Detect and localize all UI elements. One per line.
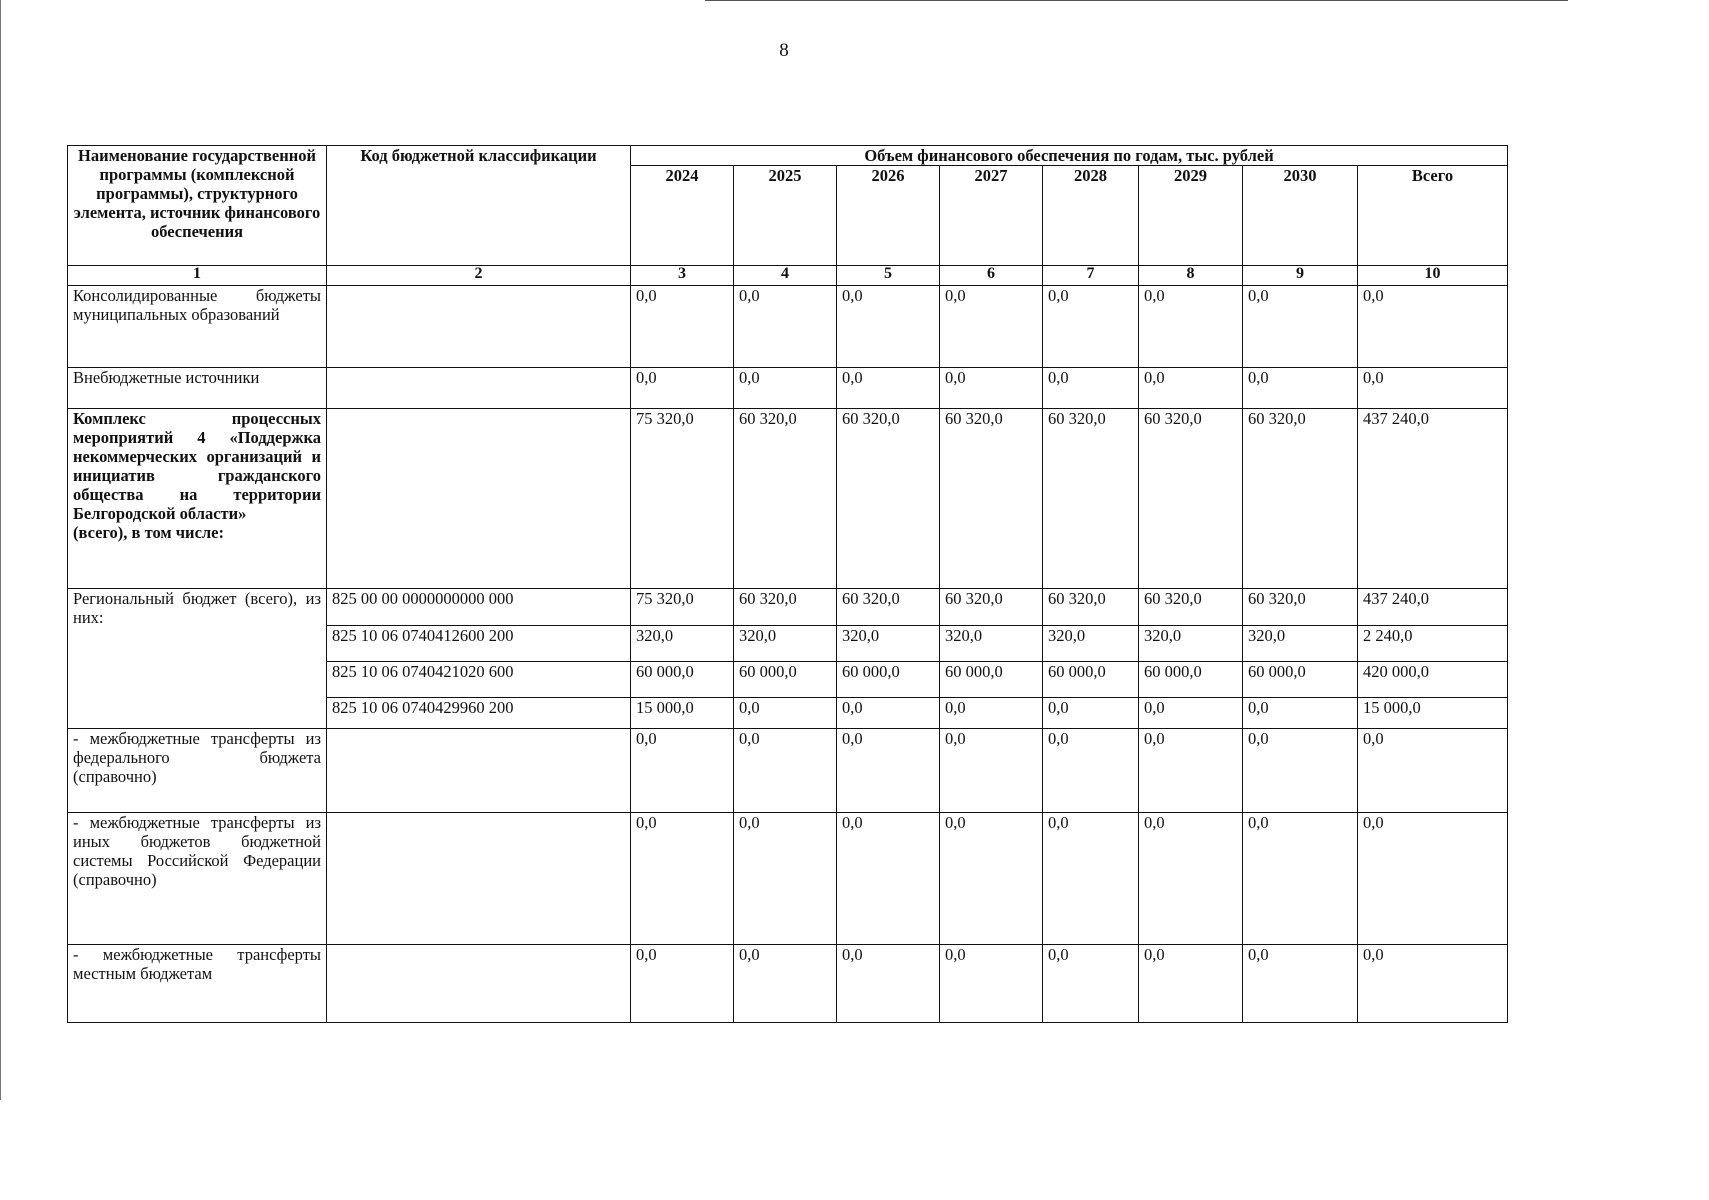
row-name: Консолидированные бюджеты муниципальных образований [68,286,327,368]
header-row-top [68,146,1508,166]
value-cell: 0,0 [1043,286,1139,368]
total-cell: 437 240,0 [1358,409,1508,589]
value-cell: 0,0 [631,729,734,813]
total-cell: 0,0 [1358,368,1508,409]
column-index: 8 [1139,266,1243,286]
value-cell: 60 000,0 [734,662,837,698]
value-cell: 0,0 [1243,813,1358,945]
value-cell: 75 320,0 [631,589,734,626]
total-cell: 2 240,0 [1358,626,1508,662]
value-cell: 60 320,0 [940,589,1043,626]
value-cell: 0,0 [631,945,734,1023]
value-cell: 60 320,0 [837,409,940,589]
left-border-line [0,0,1,1100]
header-year: 2029 [1139,166,1243,266]
value-cell: 0,0 [1243,945,1358,1023]
top-border-line [705,0,1568,1]
value-cell: 0,0 [1139,813,1243,945]
value-cell: 60 320,0 [1243,409,1358,589]
value-cell: 0,0 [734,286,837,368]
budget-table [67,145,1508,1023]
row-code: 825 10 06 0740412600 200 [327,626,631,662]
value-cell: 60 320,0 [734,409,837,589]
row-name: Региональный бюджет (всего), из них: [68,589,327,729]
row-code [327,945,631,1023]
total-cell: 0,0 [1358,945,1508,1023]
value-cell: 0,0 [940,698,1043,729]
value-cell: 0,0 [1139,729,1243,813]
header-year: 2025 [734,166,837,266]
row-name: - межбюджетные трансферты местным бюджетам [68,945,327,1023]
value-cell: 60 320,0 [734,589,837,626]
value-cell: 320,0 [940,626,1043,662]
value-cell: 0,0 [837,945,940,1023]
value-cell: 0,0 [734,698,837,729]
header-year: 2028 [1043,166,1139,266]
value-cell: 60 320,0 [1139,589,1243,626]
total-cell: 0,0 [1358,286,1508,368]
table-row [68,409,1508,589]
value-cell: 60 000,0 [837,662,940,698]
value-cell: 0,0 [734,813,837,945]
value-cell: 0,0 [940,286,1043,368]
value-cell: 60 320,0 [1043,409,1139,589]
value-cell: 60 000,0 [940,662,1043,698]
column-index: 10 [1358,266,1508,286]
value-cell: 0,0 [837,286,940,368]
value-cell: 60 000,0 [631,662,734,698]
value-cell: 0,0 [837,368,940,409]
total-cell: 437 240,0 [1358,589,1508,626]
column-index: 3 [631,266,734,286]
row-code [327,409,631,589]
table-row [68,589,1508,626]
value-cell: 60 320,0 [940,409,1043,589]
row-code [327,813,631,945]
value-cell: 15 000,0 [631,698,734,729]
row-code: 825 10 06 0740421020 600 [327,662,631,698]
value-cell: 60 000,0 [1139,662,1243,698]
table-row [68,729,1508,813]
table-row [68,286,1508,368]
value-cell: 0,0 [940,945,1043,1023]
header-row-index [68,266,1508,286]
header-year: 2024 [631,166,734,266]
value-cell: 0,0 [1243,286,1358,368]
column-index: 9 [1243,266,1358,286]
value-cell: 320,0 [837,626,940,662]
row-name: Внебюджетные источники [68,368,327,409]
value-cell: 0,0 [837,813,940,945]
column-index: 4 [734,266,837,286]
value-cell: 0,0 [837,698,940,729]
row-code: 825 10 06 0740429960 200 [327,698,631,729]
header-year: 2027 [940,166,1043,266]
value-cell: 0,0 [631,286,734,368]
column-index: 5 [837,266,940,286]
value-cell: 0,0 [940,368,1043,409]
value-cell: 0,0 [1243,729,1358,813]
header-total: Всего [1358,166,1508,266]
value-cell: 0,0 [1043,368,1139,409]
row-code: 825 00 00 0000000000 000 [327,589,631,626]
value-cell: 0,0 [1139,368,1243,409]
total-cell: 0,0 [1358,813,1508,945]
value-cell: 0,0 [940,813,1043,945]
value-cell: 60 000,0 [1043,662,1139,698]
value-cell: 320,0 [631,626,734,662]
header-funding-group: Объем финансового обеспечения по годам, тыс. рублей [631,146,1508,166]
value-cell: 60 320,0 [1243,589,1358,626]
value-cell: 0,0 [734,368,837,409]
value-cell: 0,0 [1139,286,1243,368]
value-cell: 320,0 [1043,626,1139,662]
value-cell: 0,0 [1043,729,1139,813]
column-index: 2 [327,266,631,286]
value-cell: 0,0 [1139,698,1243,729]
table-row [68,368,1508,409]
value-cell: 320,0 [1139,626,1243,662]
value-cell: 0,0 [1243,698,1358,729]
value-cell: 60 320,0 [837,589,940,626]
value-cell: 0,0 [1043,945,1139,1023]
value-cell: 0,0 [1139,945,1243,1023]
value-cell: 0,0 [1243,368,1358,409]
row-code [327,286,631,368]
row-name: - межбюджетные трансферты из иных бюджетов бюджетной системы Российской Федерации (справочно) [68,813,327,945]
header-code-column: Код бюджетной классификации [327,146,631,266]
value-cell: 0,0 [734,945,837,1023]
table-row [68,813,1508,945]
page-number: 8 [779,40,789,61]
row-name [68,409,327,589]
value-cell: 0,0 [631,813,734,945]
value-cell: 60 320,0 [1139,409,1243,589]
total-cell: 420 000,0 [1358,662,1508,698]
value-cell: 75 320,0 [631,409,734,589]
value-cell: 0,0 [940,729,1043,813]
row-code [327,368,631,409]
column-index: 7 [1043,266,1139,286]
table-row [68,945,1508,1023]
value-cell: 0,0 [631,368,734,409]
row-name-main: Комплекс процессных мероприятий 4 «Поддержка некоммерческих организаций и инициатив гражданского общества на территории Белгородской области» [73,409,321,523]
row-name: - межбюджетные трансферты из федерального бюджета (справочно) [68,729,327,813]
column-index: 6 [940,266,1043,286]
header-name-column: Наименование государственной программы (комплексной программы), структурного элемента, источник финансового обеспечения [68,146,327,266]
row-code [327,729,631,813]
value-cell: 320,0 [1243,626,1358,662]
value-cell: 60 000,0 [1243,662,1358,698]
value-cell: 0,0 [837,729,940,813]
row-name-tail: (всего), в том числе: [73,523,224,542]
column-index: 1 [68,266,327,286]
total-cell: 15 000,0 [1358,698,1508,729]
value-cell: 60 320,0 [1043,589,1139,626]
value-cell: 0,0 [1043,698,1139,729]
value-cell: 320,0 [734,626,837,662]
header-year: 2026 [837,166,940,266]
total-cell: 0,0 [1358,729,1508,813]
header-year: 2030 [1243,166,1358,266]
value-cell: 0,0 [1043,813,1139,945]
value-cell: 0,0 [734,729,837,813]
